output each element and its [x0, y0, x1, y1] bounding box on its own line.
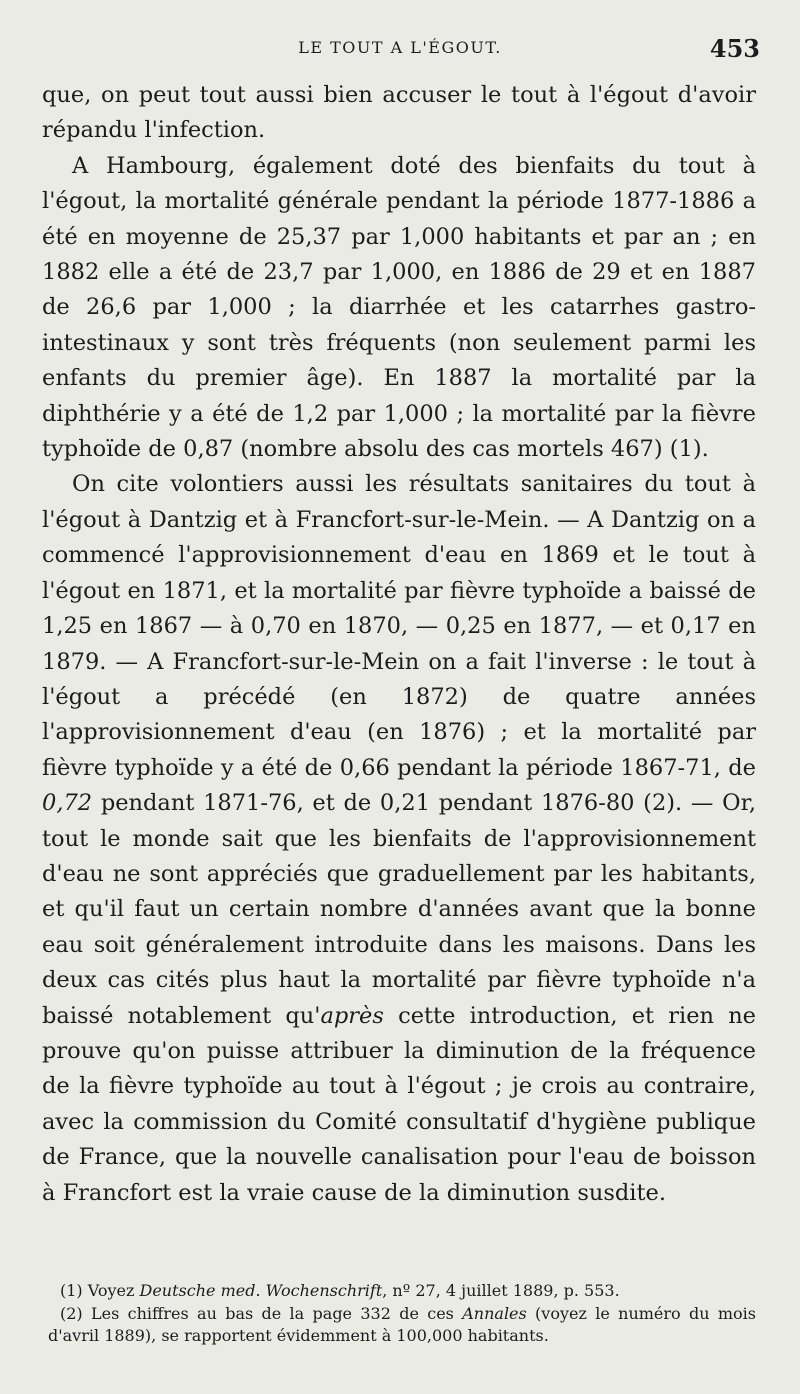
paragraph-dantzig-francfort — [42, 467, 756, 1211]
footnote-1-journal: Deutsche med. Wochenschrift — [139, 1281, 383, 1300]
paragraph-text-part2: pendant 1871-76, et de 0,21 pendant 1876-80 (2). — Or, tout le monde sait que les bienfaits de l'approvisionnement d'eau ne sont appréciés que graduellement par les habitants, et qu'il faut un certain nombre d'années avant que la bonne eau soit généralement introduite dans les maisons. Dans les deux cas cités plus haut la mortalité par fièvre typhoïde n'a baissé notablement qu' — [42, 790, 756, 1029]
paragraph-text-part1: On cite volontiers aussi les résultats sanitaires du tout à l'égout à Dantzig et à Francfort-sur-le-Mein. — A Dantzig on a commencé l'approvisionnement d'eau en 1869 et le tout à l'égout en 1871, et la mortalité par fièvre typhoïde a baissé de 1,25 en 1867 — à 0,70 en 1870, — 0,25 en 1877, — et 0,17 en 1879. — A Francfort-sur-le-Mein on a fait l'inverse : le tout à l'égout a précédé (en 1872) de quatre années l'approvisionnement d'eau (en 1876) ; et la mortalité par fièvre typhoïde y a été de 0,66 pendant la période 1867-71, de — [42, 471, 756, 781]
paragraph-hambourg: A Hambourg, également doté des bienfaits du tout à l'égout, la mortalité générale pendant la période 1877-1886 a été en moyenne de 25,37 par 1,000 habitants et par an ; en 1882 elle a été de 23,7 par 1,000, en 1886 de 29 et en 1887 de 26,6 par 1,000 ; la diarrhée et les catarrhes gastro-intestinaux y sont très fréquents (non seulement parmi les enfants du premier âge). En 1887 la mortalité par la diphthérie y a été de 1,2 par 1,000 ; la mortalité par la fièvre typhoïde de 0,87 (nombre absolu des cas mortels 467) (1). — [42, 152, 756, 463]
footnote-2 — [48, 1303, 756, 1348]
paragraph-text-part3: cette introduction, et rien ne prouve qu'on puisse attribuer la diminution de la fréquence de la fièvre typhoïde au tout à l'égout ; je crois au contraire, avec la commission du Comité consultatif d'hygiène publique de France, que la nouvelle canalisation pour l'eau de boisson à Francfort est la vraie cause de la diminution susdite. — [42, 1002, 757, 1206]
footnote-2-journal: Annales — [462, 1303, 527, 1323]
page-number: 453 — [709, 34, 760, 63]
footnote-2-prefix: (2) Les chiffres au bas de la page 332 de ces — [60, 1303, 463, 1323]
page-header — [40, 34, 760, 78]
running-head: LE TOUT A L'ÉGOUT. — [298, 38, 502, 57]
italic-word-apres: après — [320, 1002, 384, 1029]
footnote-1-suffix: , nº 27, 4 juillet 1889, p. 553. — [382, 1281, 620, 1300]
footnote-1-prefix: (1) Voyez — [60, 1281, 140, 1300]
footnote-1 — [48, 1280, 756, 1303]
footnotes — [48, 1280, 756, 1348]
body-text — [42, 78, 756, 1211]
footnote-2-suffix: (voyez le numéro du mois d'avril 1889), se rapportent évidemment à 100,000 habitants. — [48, 1303, 757, 1345]
italic-mortality-value: 0,72 — [42, 790, 93, 817]
paragraph-continuation: que, on peut tout aussi bien accuser le tout à l'égout d'avoir répandu l'infection. — [42, 82, 756, 144]
